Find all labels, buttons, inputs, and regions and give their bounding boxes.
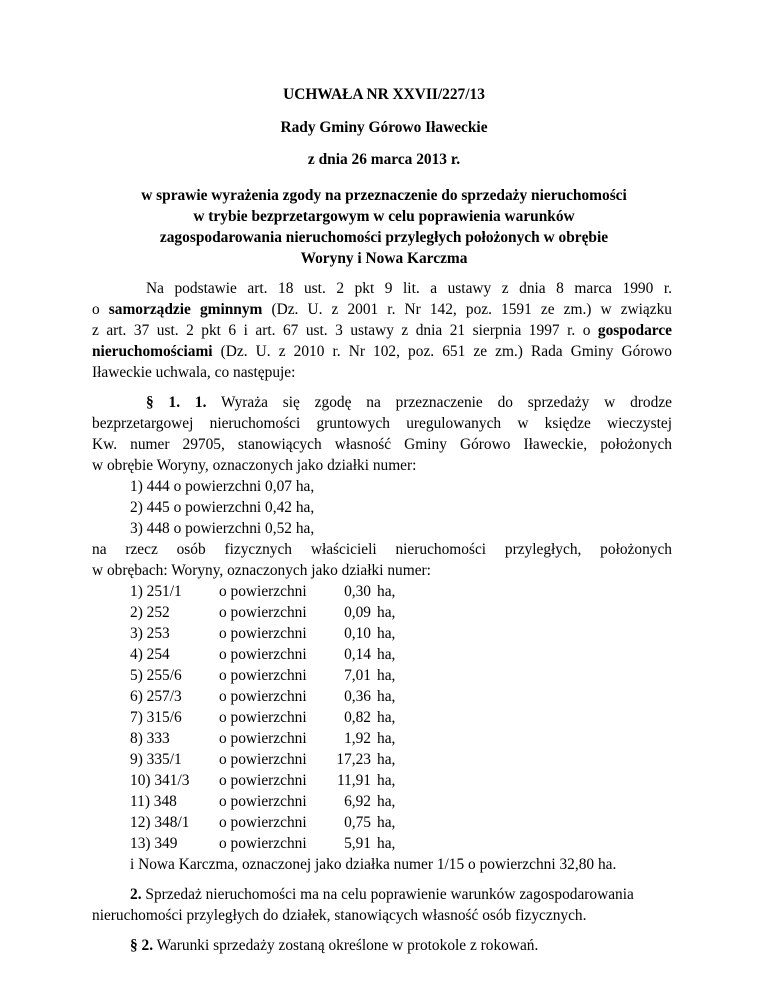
preamble-text: z art. 37 ust. 2 pkt 6 i art. 67 ust. 3 ustawy z dnia 21 sierpnia 1997 r. o — [92, 322, 598, 339]
section1-line-4: w obrębie Woryny, oznaczonych jako działki numer: — [92, 457, 417, 474]
section1-text: Wyraża się zgodę na przeznaczenie do sprzedaży w drodze — [206, 394, 672, 411]
section1-line-5: na rzecz osób fizycznych właścicieli nieruchomości przyległych, położonych — [92, 541, 672, 558]
section2-mark: § 2. — [130, 937, 154, 954]
section1-line-1 — [146, 394, 672, 412]
area-label: o powierzchni — [219, 751, 307, 768]
section1-mark: § 1. 1. — [146, 394, 207, 411]
area-unit: ha, — [377, 751, 396, 768]
section2-text: Warunki sprzedaży zostaną określone w protokole z rokowań. — [153, 937, 539, 954]
plot-area: 1,92 — [344, 730, 371, 747]
section1-point2-mark: 2. — [130, 886, 142, 903]
section1-line-6: w obrębach: Woryny, oznaczonych jako działki numer: — [92, 562, 431, 579]
area-label: o powierzchni — [219, 772, 307, 789]
area-label: o powierzchni — [219, 814, 307, 831]
subject-line-1: w sprawie wyrażenia zgody na przeznaczenie do sprzedaży nieruchomości — [141, 187, 627, 204]
plot-number: 4) 254 — [130, 646, 170, 663]
area-label: o powierzchni — [219, 646, 307, 663]
plot-number: 7) 315/6 — [130, 709, 182, 726]
act-name-gospodarka: gospodarce — [597, 322, 672, 339]
preamble-text: (Dz. U. z 2010 r. Nr 102, poz. 651 ze zm.) Rada Gminy Górowo — [212, 343, 672, 360]
area-unit: ha, — [377, 604, 396, 621]
preamble-line-2 — [92, 301, 672, 319]
plot-area: 0,75 — [344, 814, 371, 831]
plot-area: 0,82 — [344, 709, 371, 726]
area-label: o powierzchni — [219, 625, 307, 642]
area-unit: ha, — [377, 835, 396, 852]
plot-area: 0,30 — [344, 583, 371, 600]
area-unit: ha, — [377, 625, 396, 642]
plot-area: 0,14 — [344, 646, 371, 663]
preamble-text: (Dz. U. z 2001 r. Nr 142, poz. 1591 ze zm.) w związku — [262, 301, 672, 318]
nowa-karczma-plot: i Nowa Karczma, oznaczonej jako działka numer 1/15 o powierzchni 32,80 ha. — [130, 856, 617, 873]
area-unit: ha, — [377, 709, 396, 726]
area-unit: ha, — [377, 772, 396, 789]
plot-number: 13) 349 — [130, 835, 178, 852]
plot-number: 8) 333 — [130, 730, 170, 747]
plot-number: 1) 251/1 — [130, 583, 182, 600]
area-label: o powierzchni — [219, 709, 307, 726]
area-label: o powierzchni — [219, 835, 307, 852]
plot-number: 11) 348 — [130, 793, 177, 810]
plot-number: 3) 253 — [130, 625, 170, 642]
subject-line-2: w trybie bezprzetargowym w celu poprawienia warunków — [193, 208, 575, 225]
plot-area: 6,92 — [344, 793, 371, 810]
section1-point2-text: Sprzedaż nieruchomości ma na celu poprawienie warunków zagospodarowania — [141, 886, 634, 903]
preamble-line-3 — [92, 322, 672, 340]
section1-line-2: bezprzetargowej nieruchomości gruntowych uregulowanych w księdze wieczystej — [92, 415, 672, 432]
area-label: o powierzchni — [219, 604, 307, 621]
area-label: o powierzchni — [219, 793, 307, 810]
subject-line-3: zagospodarowania nieruchomości przyległych położonych w obrębie — [159, 229, 609, 246]
plot-number: 5) 255/6 — [130, 667, 182, 684]
plot-area: 17,23 — [336, 751, 371, 768]
preamble-text: o — [92, 301, 109, 318]
section1-point2-line-1 — [130, 886, 634, 904]
area-label: o powierzchni — [219, 730, 307, 747]
plot-area: 5,91 — [344, 835, 371, 852]
area-unit: ha, — [377, 730, 396, 747]
preamble-line-1: Na podstawie art. 18 ust. 2 pkt 9 lit. a ustawy z dnia 8 marca 1990 r. — [146, 280, 672, 297]
plot-number: 12) 348/1 — [130, 814, 190, 831]
area-label: o powierzchni — [219, 667, 307, 684]
area-unit: ha, — [377, 583, 396, 600]
section2-line — [130, 937, 538, 955]
plot-number: 6) 257/3 — [130, 688, 182, 705]
preamble-line-4 — [92, 343, 672, 361]
area-unit: ha, — [377, 688, 396, 705]
preamble-line-5: Iławeckie uchwala, co następuje: — [92, 364, 296, 381]
plot-number: 2) 252 — [130, 604, 170, 621]
act-name-samorzad: samorządzie gminnym — [108, 301, 263, 318]
area-unit: ha, — [377, 646, 396, 663]
plot-area: 0,36 — [344, 688, 371, 705]
resolution-title: UCHWAŁA NR XXVII/227/13 — [283, 86, 485, 103]
council-name: Rady Gminy Górowo Iławeckie — [280, 119, 488, 136]
woryny-plot-item: 3) 448 o powierzchni 0,52 ha, — [130, 520, 315, 537]
area-unit: ha, — [377, 793, 396, 810]
subject-line-4: Woryny i Nowa Karczma — [300, 250, 468, 267]
act-name-nieruchomosci: nieruchomościami — [92, 343, 213, 360]
section1-line-3: Kw. numer 29705, stanowiących własność Gminy Górowo Iławeckie, położonych — [92, 436, 672, 453]
plot-area: 7,01 — [344, 667, 371, 684]
resolution-date: z dnia 26 marca 2013 r. — [307, 151, 461, 168]
area-label: o powierzchni — [219, 583, 307, 600]
plot-area: 11,91 — [336, 772, 371, 789]
plot-number: 10) 341/3 — [130, 772, 190, 789]
plot-number: 9) 335/1 — [130, 751, 182, 768]
section1-point2-line-2: nieruchomości przyległych do działek, stanowiących własność osób fizycznych. — [92, 907, 587, 924]
woryny-plot-item: 2) 445 o powierzchni 0,42 ha, — [130, 499, 315, 516]
area-unit: ha, — [377, 814, 396, 831]
plot-area: 0,09 — [344, 604, 371, 621]
area-label: o powierzchni — [219, 688, 307, 705]
plot-area: 0,10 — [344, 625, 371, 642]
area-unit: ha, — [377, 667, 396, 684]
woryny-plot-item: 1) 444 o powierzchni 0,07 ha, — [130, 478, 315, 495]
